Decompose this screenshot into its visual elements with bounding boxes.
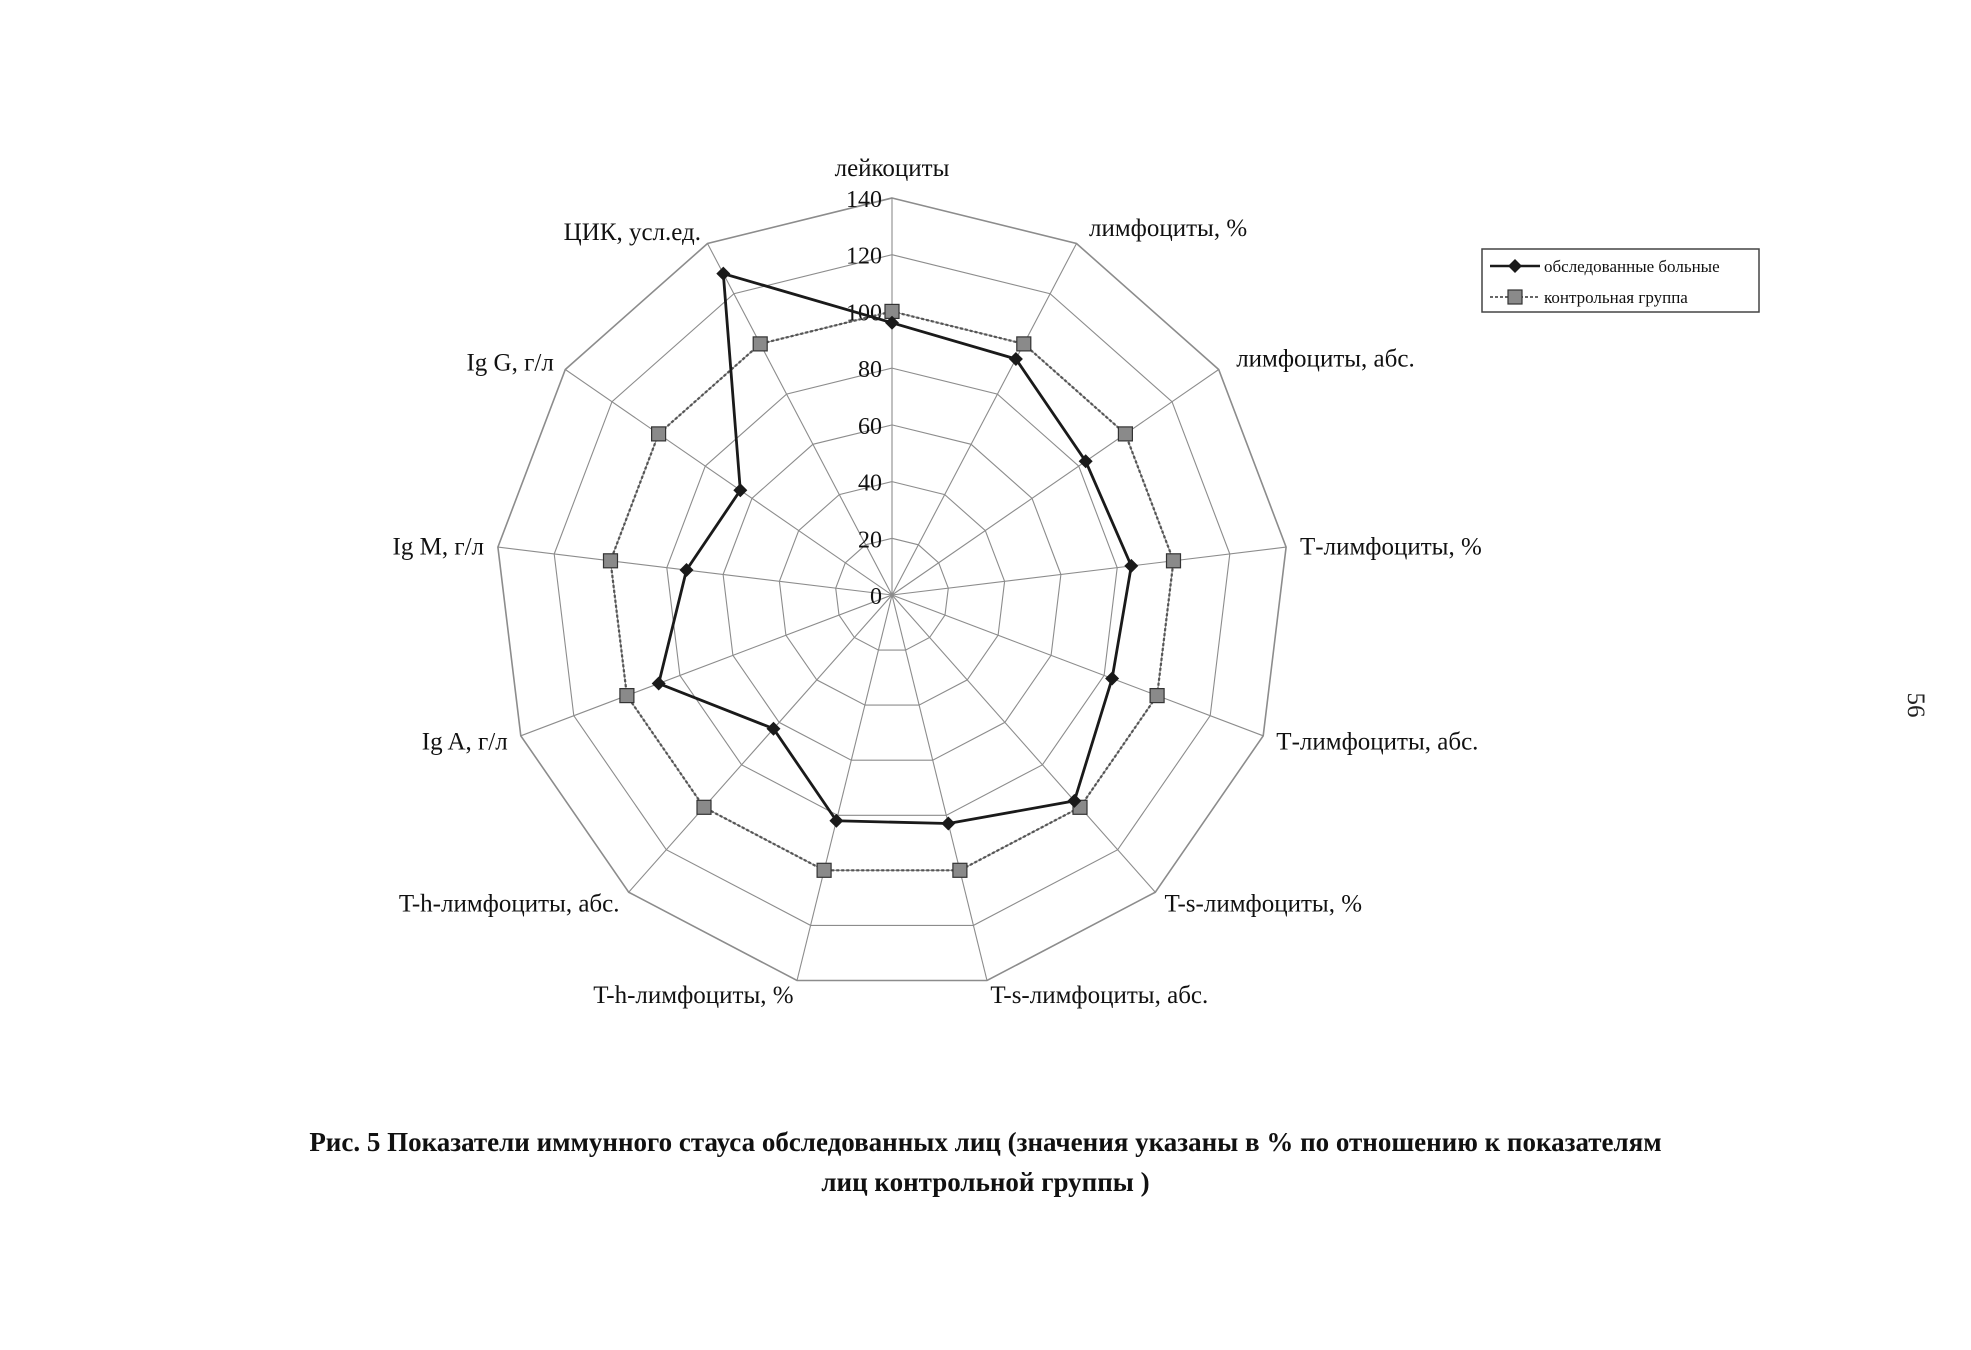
data-point-patients [716,267,730,281]
data-point-control [953,863,967,877]
category-label: Т-лимфоциты, % [1300,533,1482,561]
spoke-line [892,595,987,981]
data-point-patients [941,817,955,831]
radial-tick-label: 100 [846,300,882,327]
category-labels [393,155,1482,1009]
category-label: лимфоциты, % [1089,215,1248,243]
chart-legend [1482,249,1759,312]
data-point-control [620,689,634,703]
category-label: лейкоциты [834,155,950,182]
figure-caption [0,1122,1971,1202]
series-line-patients [659,274,1132,824]
data-point-patients [1124,559,1138,573]
radial-tick-label: 0 [870,584,882,610]
legend-label-control: контрольная группа [1544,288,1688,307]
series-patients [652,267,1139,831]
legend-label-patients: обследованные больные [1544,257,1720,276]
spoke-line [797,595,892,981]
data-point-control [697,800,711,814]
category-label: T-s-лимфоциты, абс. [990,982,1209,1010]
radial-tick-label: 140 [846,187,882,213]
data-point-control [1118,427,1132,441]
category-label: Ig G, г/л [466,349,554,377]
data-point-patients [652,677,666,691]
category-label: ЦИК, усл.ед. [563,219,701,247]
radial-tick-label: 60 [858,413,882,440]
radial-tick-label: 120 [846,243,882,270]
caption-line-1: Рис. 5 Показатели иммунного стауса обследованных лиц (значения указаны в % по отношению к показателям [309,1127,1662,1157]
legend-marker-control [1508,290,1522,304]
data-point-control [1150,689,1164,703]
radial-tick-label: 20 [858,527,882,554]
data-point-patients [1105,672,1119,686]
data-point-control [1167,554,1181,568]
data-point-control [1017,337,1031,351]
data-point-control [652,427,666,441]
data-point-control [817,863,831,877]
category-label: T-h-лимфоциты, абс. [398,890,620,918]
category-label: Т-лимфоциты, абс. [1276,728,1479,756]
category-label: T-s-лимфоциты, % [1164,890,1363,918]
data-point-control [753,337,767,351]
data-point-control [604,554,618,568]
category-label: Ig A, г/л [421,728,508,756]
category-label: T-h-лимфоциты, % [593,982,794,1010]
radial-tick-labels [846,187,882,610]
category-label: Ig M, г/л [392,533,484,561]
category-label: лимфоциты, абс. [1236,345,1415,373]
caption-line-2: лиц контрольной группы ) [821,1167,1150,1197]
page-number: 56 [1902,692,1929,718]
spoke-line [892,595,1155,892]
radial-tick-label: 40 [858,470,882,497]
radial-tick-label: 80 [858,357,882,384]
